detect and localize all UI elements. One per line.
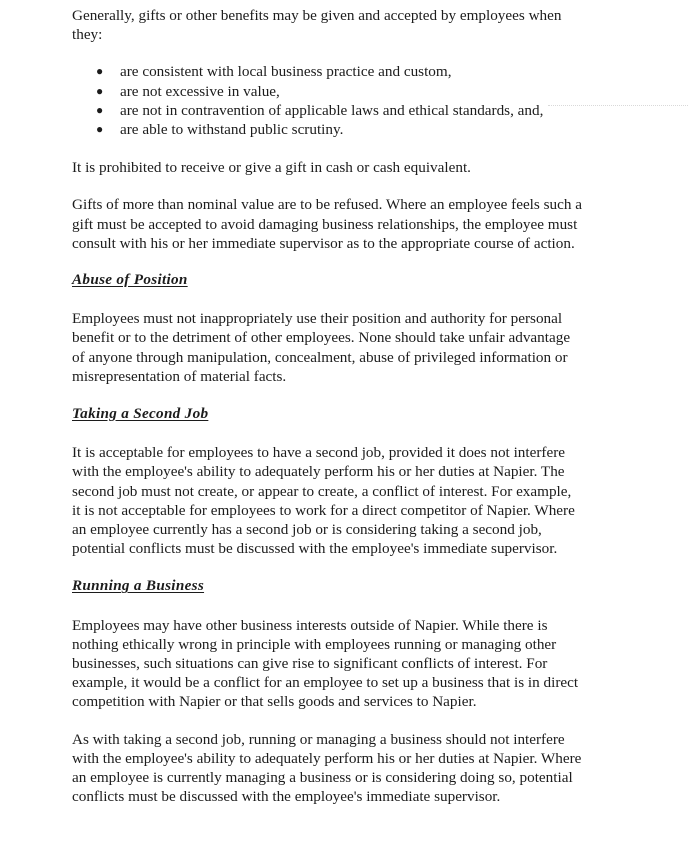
- list-item: ● are consistent with local business practice and custom,: [96, 63, 452, 81]
- bullet-icon: ●: [96, 83, 104, 98]
- bullet-icon: ●: [96, 122, 104, 137]
- list-item: ● are able to withstand public scrutiny.: [96, 121, 344, 139]
- gifts-criteria-list: [72, 62, 582, 139]
- cash-prohibition-paragraph: It is prohibited to receive or give a gift in cash or cash equivalent.: [72, 159, 471, 177]
- running-business-paragraph-2: As with taking a second job, running or managing a business should not interfere with the employee's ability to adequately perform his or her duties at Napier. Where an employee is currently managing a business or is considering doing so, potential conflicts must be discussed with the employee's immediate supervisor.: [72, 730, 582, 806]
- gifts-intro-paragraph: Generally, gifts or other benefits may be given and accepted by employees when they:: [72, 7, 562, 44]
- bullet-icon: ●: [96, 64, 104, 79]
- running-business-paragraph-1: Employees may have other business interests outside of Napier. While there is nothing ethically wrong in principle with employees running or managing other businesses, such situations can give rise to significant conflicts of interest. For example, it would be a conflict for an employee to set up a business that is in direct competition with Napier or that sells goods and services to Napier.: [72, 616, 579, 711]
- section-heading-taking-second-job: Taking a Second Job: [72, 405, 209, 423]
- section-heading-abuse-of-position: Abuse of Position: [72, 271, 188, 289]
- bullet-icon: ●: [96, 102, 104, 117]
- list-item: ● are not excessive in value,: [96, 82, 280, 100]
- document-page: [72, 6, 582, 807]
- list-item: ● are not in contravention of applicable laws and ethical standards, and,: [96, 101, 544, 119]
- abuse-of-position-paragraph: Employees must not inappropriately use their position and authority for personal benefit or to the detriment of other employees. None should take unfair advantage of anyone through manipulation, concealment, abuse of privileged information or misrepresentation of material facts.: [72, 310, 571, 385]
- taking-second-job-paragraph: It is acceptable for employees to have a second job, provided it does not interfere with the employee's ability to adequately perform his or her duties at Napier. The second job must not create, or appear to create, a conflict of interest. For example, it is not acceptable for employees to work for a direct competitor of Napier. Where an employee currently has a second job or is considering taking a second job, potential conflicts must be discussed with the employee's immediate supervisor.: [72, 444, 575, 558]
- section-heading-running-business: Running a Business: [72, 577, 205, 595]
- gifts-value-paragraph: Gifts of more than nominal value are to be refused. Where an employee feels such a gift must be accepted to avoid damaging business relationships, the employee must consult with his or her immediate supervisor as to the appropriate course of action.: [72, 196, 582, 252]
